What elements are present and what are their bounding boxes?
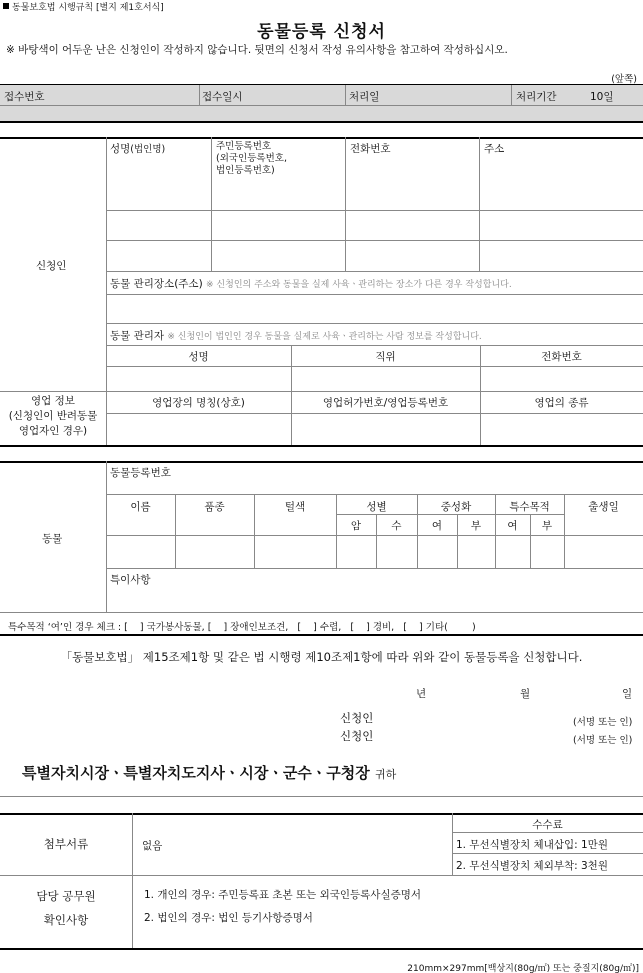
animal-reg-no-label: 동물등록번호 (110, 467, 171, 479)
sex-female-header: 암 (350, 520, 362, 532)
rrn-label: 주민등록번호 (외국인등록번호, 법인등록번호) (216, 141, 287, 176)
animal-special-purpose-header: 특수목적 (509, 501, 550, 513)
business-type-header: 영업의 종류 (534, 397, 589, 409)
official-check-label: 담당 공무원 확인사항 (36, 889, 96, 927)
remarks-label: 특이사항 (110, 574, 151, 586)
form-title: 동물등록 신청서 (257, 22, 386, 42)
address-label: 주소 (484, 143, 505, 155)
paper-size-note: 210mm×297mm[백상지(80g/㎡) 또는 중질지(80g/㎡)] (407, 964, 639, 973)
animal-neutered-header: 중성화 (440, 501, 472, 513)
page-side: (앞쪽) (611, 74, 637, 85)
date-month: 월 (520, 688, 531, 700)
divider (0, 461, 643, 463)
signature-field[interactable]: (서명 또는 인) (573, 717, 633, 728)
attachments-label: 첨부서류 (43, 837, 89, 851)
law-title: 동물보호법 시행규칙 [별지 제1호서식] (3, 0, 164, 13)
attachments-value: 없음 (142, 840, 163, 852)
business-info-label: 영업 정보 (신청인이 반려동물 영업자인 경우) (8, 395, 98, 437)
signature-field[interactable]: (서명 또는 인) (573, 735, 633, 746)
neutered-yes-header: 여 (431, 520, 443, 532)
business-permit-header: 영업허가번호/영업등록번호 (322, 397, 449, 409)
sex-male-header: 수 (391, 520, 402, 532)
manager-label: 동물 관리자 ※ 신청인이 법인인 경우 동물을 실제로 사육ㆍ관리하는 사람 정보를 작성합니다. (110, 330, 482, 342)
date-day: 일 (622, 688, 633, 700)
square-bullet-icon (3, 3, 9, 9)
official-check-item: 2. 법인의 경우: 법인 등기사항증명서 (144, 912, 313, 924)
name-label: 성명(법인명) (110, 143, 166, 155)
fee-label: 수수료 (532, 819, 563, 831)
divider (0, 948, 643, 950)
manager-phone-header: 전화번호 (541, 351, 582, 363)
special-purpose-checklist: 특수목적 ‘여’인 경우 체크 : [ ] 국가봉사동물, [ ] 장애인보조견, [ ] 수렵, [ ] 경비, [ ] 기타( ) (8, 622, 476, 633)
processing-period-label: 처리기간 (516, 91, 557, 103)
place-label: 동물 관리장소(주소) ※ 신청인의 주소와 동물을 실제 사육ㆍ관리하는 장소가 다른 경우 작성합니다. (110, 278, 512, 290)
business-name-header: 영업장의 명칭(상호) (152, 397, 245, 409)
animal-section-label: 동물 (42, 533, 63, 545)
divider (0, 813, 643, 815)
signer-label: 신청인 (340, 729, 374, 743)
official-check-item: 1. 개인의 경우: 주민등록표 초본 또는 외국인등록사실증명서 (144, 889, 422, 901)
fee-line: 2. 무선식별장치 체외부착: 3천원 (456, 860, 608, 872)
phone-label: 전화번호 (350, 143, 391, 155)
animal-breed-header: 품종 (204, 501, 225, 513)
applicant-section-label: 신청인 (36, 260, 67, 272)
notice: ※ 바탕색이 어두운 난은 신청인이 작성하지 않습니다. 뒷면의 신청서 작성 유의사항을 참고하여 작성하십시오. (6, 44, 508, 56)
animal-sex-header: 성별 (366, 501, 387, 513)
processing-period-value: 10일 (590, 91, 614, 103)
manager-position-header: 직위 (375, 351, 396, 363)
animal-name-header: 이름 (130, 501, 151, 513)
divider (0, 445, 643, 447)
processed-date-label: 처리일 (349, 91, 380, 103)
declaration: 「동물보호법」 제15조제1항 및 같은 법 시행령 제10조제1항에 따라 위와 같이 동물등록을 신청합니다. (60, 650, 583, 664)
special-yes-header: 여 (507, 520, 518, 532)
fee-line: 1. 무선식별장치 체내삽입: 1만원 (456, 839, 608, 851)
divider (0, 634, 643, 636)
manager-name-header: 성명 (188, 351, 209, 363)
neutered-no-header: 부 (470, 520, 482, 532)
animal-coat-header: 털색 (284, 501, 306, 513)
receipt-date-label: 접수일시 (202, 91, 243, 103)
receipt-number-label: 접수번호 (4, 91, 45, 103)
special-no-header: 부 (541, 520, 553, 532)
date-year: 년 (416, 688, 427, 700)
signer-label: 신청인 (340, 711, 374, 725)
divider (0, 105, 643, 106)
divider (0, 121, 643, 123)
animal-birth-header: 출생일 (588, 501, 619, 513)
addressee: 특별자치시장ㆍ특별자치도지사ㆍ시장ㆍ군수ㆍ구청장 귀하 (22, 764, 397, 782)
divider (0, 137, 643, 139)
